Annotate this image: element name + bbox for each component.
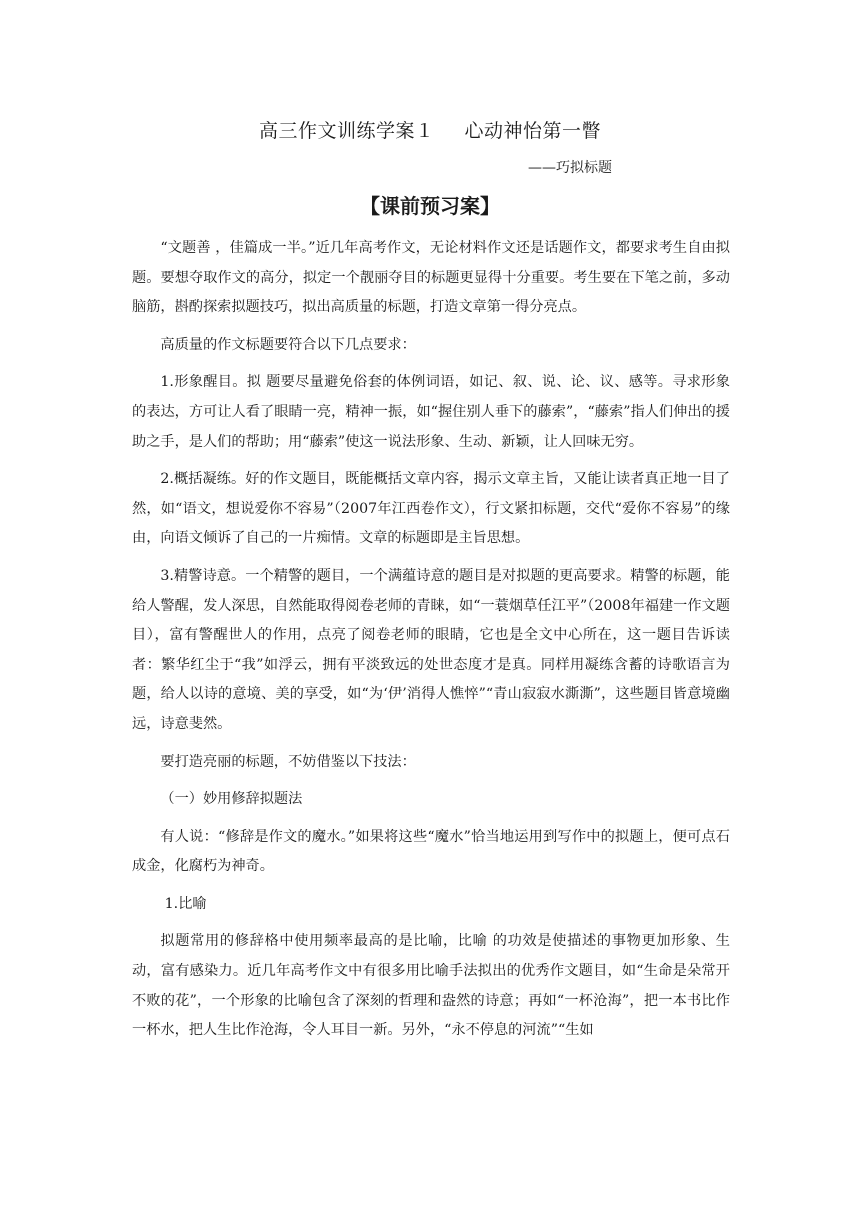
paragraph: 高质量的作文标题要符合以下几点要求：: [160, 336, 416, 353]
paragraph: 有人说：“修辞是作文的魔水。”如果将这些“魔水”恰当地运用到写作中的拟题上，便可点石成金，化腐朽为神奇。: [132, 828, 730, 875]
paragraph: 1.比喻: [164, 895, 207, 912]
paragraph: （一）妙用修辞拟题法: [160, 791, 303, 808]
title-part-1: 高三作文训练学案１: [258, 120, 435, 142]
paragraph: 1.形象醒目。拟 题要尽量避免俗套的体例词语，如记、叙、说、论、议、感等。寻求形象的表达，方可让人看了眼睛一亮，精神一振，如“握住别人垂下的藤索”，“藤索”指人们伸出的援助之手，是人们的帮助；用“藤索”使这一说法形象、生动、新颖，让人回味无穷。: [132, 374, 730, 450]
paragraph: “文题善 ，佳篇成一半。”近几年高考作文，无论材料作文还是话题作文，都要求考生自由拟题。要想夺取作文的高分，拟定一个靓丽夺目的标题更显得十分重要。考生要在下笔之前，多动脑筋，斟酌探索拟题技巧，拟出高质量的标题，打造文章第一得分亮点。: [132, 240, 730, 316]
paragraph: 要打造亮丽的标题，不妨借鉴以下技法：: [160, 753, 416, 770]
paragraph: 3.精警诗意。一个精警的题目，一个满蕴诗意的题目是对拟题的更高要求。精警的标题，能给人警醒，发人深思，自然能取得阅卷老师的青睐，如“一蓑烟草任江平”（2008年福建一作文题目），富有警醒世人的作用，点亮了阅卷老师的眼睛，它也是全文中心所在，这一题目告诉读者：繁华红尘于“我”如浮云，拥有平淡致远的处世态度才是真。同样用凝练含蓄的诗歌语言为题，给人以诗的意境、美的享受，如“为‘伊’消得人憔悴”“青山寂寂水澌澌”，这些题目皆意境幽远，诗意斐然。: [132, 567, 730, 732]
section-heading: 【课前预习案】: [360, 194, 500, 218]
document-body: [132, 234, 730, 1054]
paragraph: 拟题常用的修辞格中使用频率最高的是比喻，比喻 的功效是使描述的事物更加形象、生动，富有感染力。近几年高考作文中有很多用比喻手法拟出的优秀作文题目，如“生命是朵常开不败的花”，一个形象的比喻包含了深刻的哲理和盎然的诗意；再如“一杯沧海”，把一本书比作一杯水，把人生比作沧海，令人耳目一新。另外，“永不停息的河流”“生如: [132, 933, 730, 1039]
title-part-2: 心动神怡第一瞥: [464, 120, 602, 142]
paragraph: 2.概括凝练。好的作文题目，既能概括文章内容，揭示文章主旨，又能让读者真正地一目了然，如“语文，想说爱你不容易”（2007年江西卷作文），行文紧扣标题，交代“爱你不容易”的缘由，向语文倾诉了自己的一片痴情。文章的标题即是主旨思想。: [132, 471, 730, 547]
document-subtitle: ——巧拟标题: [528, 160, 612, 176]
document-title: [0, 116, 860, 143]
